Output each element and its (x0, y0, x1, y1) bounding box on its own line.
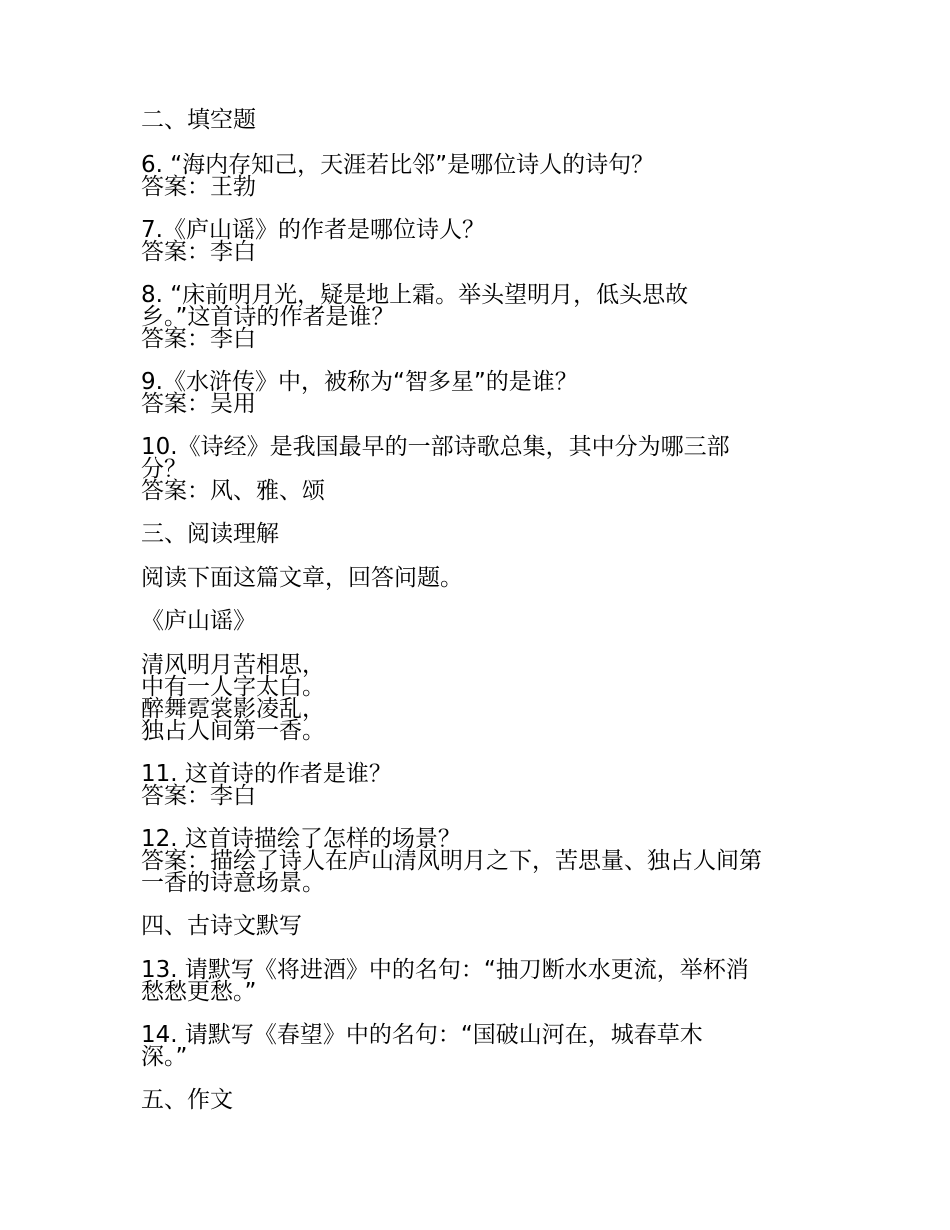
reading-intro: 阅读下面这篇文章，回答问题。 (141, 565, 463, 591)
answer-12-line-2: 一香的诗意场景。 (141, 870, 325, 896)
poem-line: 醉舞霓裳影凌乱， (141, 696, 325, 722)
question-13-line-1: 13. 请默写《将进酒》中的名句：“抽刀断水水更流，举杯消 (141, 957, 749, 983)
poem-line: 中有一人字太白。 (141, 674, 325, 700)
question-14-line-1: 14. 请默写《春望》中的名句：“国破山河在，城春草木 (141, 1022, 703, 1048)
section-heading: 三、阅读理解 (141, 521, 279, 547)
question-12: 12. 这首诗描绘了怎样的场景？ (141, 826, 461, 852)
question-10-line-2: 分？ (141, 456, 187, 482)
answer-6: 答案：王勃 (141, 174, 256, 200)
section-heading: 二、填空题 (141, 107, 256, 133)
answer-8: 答案：李白 (141, 326, 256, 352)
question-11: 11. 这首诗的作者是谁？ (141, 761, 392, 787)
question-13-line-2: 愁愁更愁。” (141, 979, 257, 1005)
answer-7: 答案：李白 (141, 239, 256, 265)
answer-9: 答案：吴用 (141, 391, 256, 417)
question-6: 6. “海内存知己，天涯若比邻”是哪位诗人的诗句？ (141, 152, 655, 178)
answer-11: 答案：李白 (141, 783, 256, 809)
section-heading: 四、古诗文默写 (141, 913, 302, 939)
question-14-line-2: 深。” (141, 1044, 188, 1070)
section-heading: 五、作文 (141, 1087, 233, 1113)
question-9: 9.《水浒传》中，被称为“智多星”的是谁？ (141, 369, 578, 395)
question-8-line-1: 8. “床前明月光，疑是地上霜。举头望明月，低头思故 (141, 282, 689, 308)
poem-line: 独占人间第一香。 (141, 718, 325, 744)
poem-title: 《庐山谣》 (141, 608, 256, 634)
answer-12-line-1: 答案：描绘了诗人在庐山清风明月之下，苦思量、独占人间第 (141, 848, 762, 874)
question-10-line-1: 10.《诗经》是我国最早的一部诗歌总集，其中分为哪三部 (141, 434, 730, 460)
poem-line: 清风明月苦相思， (141, 652, 325, 678)
answer-10: 答案：风、雅、颂 (141, 478, 325, 504)
question-7: 7.《庐山谣》的作者是哪位诗人？ (141, 217, 485, 243)
question-8-line-2: 乡。”这首诗的作者是谁？ (141, 304, 395, 330)
